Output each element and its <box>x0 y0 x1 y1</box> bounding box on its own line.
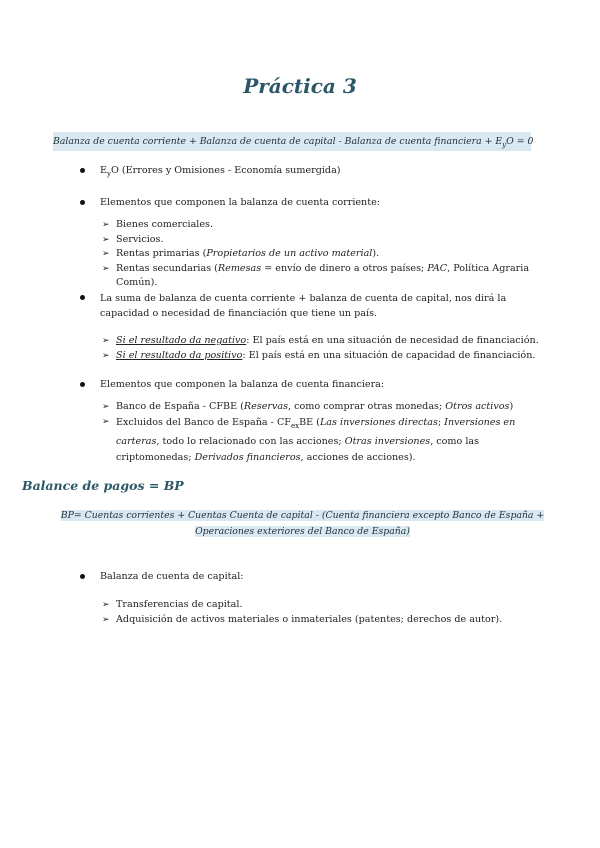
excl-mid1: ; <box>437 416 445 428</box>
bullet-list-suma <box>80 291 550 321</box>
pos-italic: Si el resultado da positivo <box>116 349 243 361</box>
excl-mid3: , como las criptomonedas; <box>116 436 480 463</box>
equation-part2: O = 0 <box>506 136 534 147</box>
errors-pre: E <box>100 165 108 176</box>
list-item-negativo <box>102 334 562 349</box>
bullet-corriente: Elementos que componen la balanza de cuenta corriente: <box>80 196 560 210</box>
rp-post: ). <box>372 248 380 260</box>
rs-pre: Rentas secundarias ( <box>116 262 218 274</box>
list-item-positivo <box>102 349 562 364</box>
bullet-list-corriente <box>80 196 560 210</box>
list-item: ➢ Adquisición de activos materiales o inmateriales (patentes; derechos de autor). <box>102 613 562 628</box>
bde-italic-otros: Otros activos <box>445 401 510 412</box>
rs-mid2: , Política Agraria Común). <box>116 262 530 289</box>
errors-post: O (Errores y Omisiones - Economía sumergida) <box>110 165 341 176</box>
bde-mid: , como comprar otras monedas; <box>288 401 446 412</box>
list-item-bde <box>102 400 522 415</box>
section-heading-balance: Balance de pagos = BP <box>22 478 184 493</box>
bde-post: ) <box>509 401 514 412</box>
list-item: ➢ Bienes comerciales. <box>102 218 562 233</box>
bde-italic-reservas: Reservas <box>243 401 289 412</box>
neg-italic: Si el resultado da negativo <box>116 335 247 346</box>
sublist-corriente <box>102 218 562 291</box>
rp-italic: Propietarios de un activo material <box>206 248 373 260</box>
excl-it4: Derivados financieros <box>194 451 301 463</box>
bullet-errors <box>80 164 560 181</box>
excl-it3: Otras inversiones <box>344 436 431 447</box>
excl-mid2: , todo lo relacionado con las acciones; <box>156 436 345 447</box>
bde-pre: Banco de España - CFBE ( <box>116 401 244 412</box>
excl-mid0: BE ( <box>299 416 320 428</box>
bullet-list-capital <box>80 570 560 584</box>
equation-sub: y <box>502 140 507 149</box>
sublist-resultado <box>102 334 562 363</box>
sublist-capital <box>102 598 562 627</box>
pos-rest: : El país está en una situación de capacidad de financiación. <box>242 349 536 361</box>
rp-pre: Rentas primarias ( <box>116 248 207 260</box>
list-item: ➢ Servicios. <box>102 233 562 248</box>
excl-post: , acciones de acciones). <box>300 451 416 463</box>
rs-mid1: = envío de dinero a otros países; <box>261 262 428 274</box>
bullet-list-errors <box>80 164 560 181</box>
list-item-rentas-secundarias <box>102 262 562 291</box>
neg-rest: : El país está en una situación de necesidad de financiación. <box>246 335 539 346</box>
excl-sub: ex <box>290 421 300 430</box>
bp-formula-text: BP= Cuentas corrientes + Cuentas Cuenta de capital - (Cuenta financiera excepto Banco de España + Operaciones exteriores del Banco de España) <box>60 510 545 537</box>
bullet-financiera: Elementos que componen la balanza de cuenta financiera: <box>80 378 560 392</box>
sublist-financiera <box>102 400 522 465</box>
bullet-list-financiera <box>80 378 560 392</box>
balance-equation <box>53 132 534 151</box>
bp-formula <box>34 508 571 540</box>
rs-italic-remesas: Remesas <box>217 262 262 274</box>
list-item-excluidos <box>102 415 522 465</box>
rs-italic-pac: PAC <box>427 262 448 274</box>
page-title: Práctica 3 <box>243 74 357 98</box>
bullet-suma: La suma de balanza de cuenta corriente + balanza de cuenta de capital, nos dirá la capacidad o necesidad de financiación que tiene un país. <box>80 291 550 321</box>
excl-it1: Las inversiones directas <box>319 416 438 428</box>
list-item-rentas-primarias <box>102 247 562 262</box>
list-item: ➢ Transferencias de capital. <box>102 598 562 613</box>
errors-sub: y <box>107 169 111 178</box>
equation-part1: Balanza de cuenta corriente + Balanza de cuenta de capital - Balanza de cuenta financiera + E <box>53 136 503 147</box>
bullet-capital: Balanza de cuenta de capital: <box>80 570 560 584</box>
excl-it2: Inversiones en carteras <box>116 416 516 447</box>
excl-pre: Excluidos del Banco de España - CF <box>116 416 291 428</box>
